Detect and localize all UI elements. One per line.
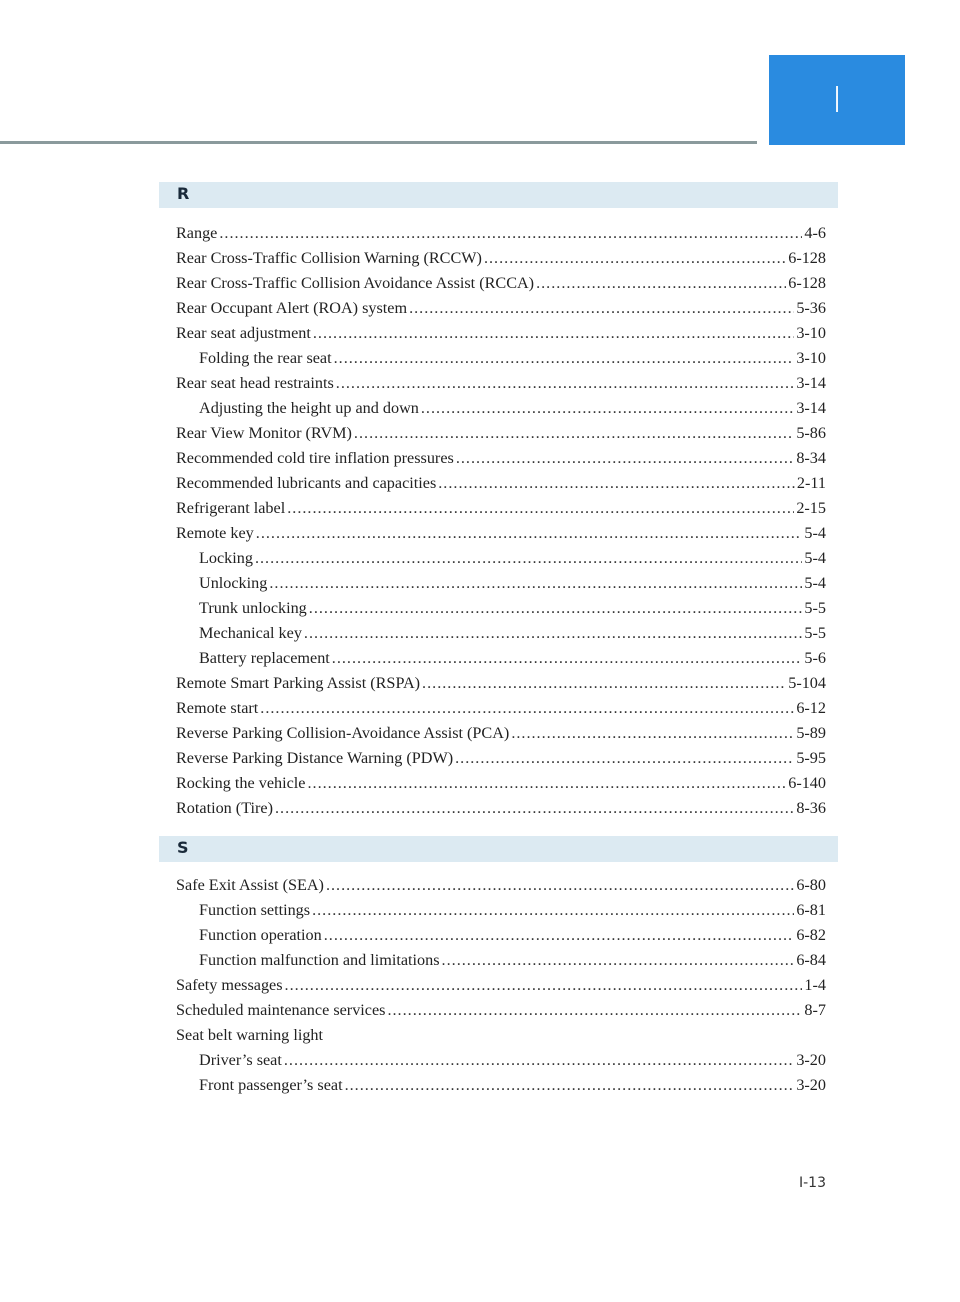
dot-leader [275, 796, 794, 821]
index-entry [176, 496, 826, 521]
section-header-r [159, 182, 838, 208]
index-entry [176, 796, 826, 821]
entry-page-ref: 8-36 [796, 799, 826, 817]
index-entry [176, 1023, 826, 1048]
entry-label: Mechanical key [199, 624, 302, 642]
entry-page-ref: 5-5 [804, 624, 826, 642]
index-subentry [176, 346, 826, 371]
dot-leader [536, 271, 786, 296]
entry-page-ref: 6-84 [796, 951, 826, 969]
index-entry [176, 998, 826, 1023]
entry-page-ref: 3-10 [796, 324, 826, 342]
entry-page-ref: 2-11 [796, 474, 826, 492]
dot-leader [332, 646, 803, 671]
entry-page-ref: 5-95 [796, 749, 826, 767]
entry-label: Rocking the vehicle [176, 774, 306, 792]
entry-label: Trunk unlocking [199, 599, 307, 617]
dot-leader [313, 321, 794, 346]
dot-leader [312, 898, 794, 923]
dot-leader [438, 471, 795, 496]
entry-label: Rear Cross-Traffic Collision Avoidance Assist (RCCA) [176, 274, 535, 292]
entry-page-ref: 5-36 [796, 299, 826, 317]
dot-leader [484, 246, 786, 271]
index-subentry [176, 571, 826, 596]
dot-leader [442, 948, 795, 973]
entry-label: Rear seat head restraints [176, 374, 334, 392]
index-entry [176, 221, 826, 246]
index-entry [176, 246, 826, 271]
entry-label: Remote key [176, 524, 254, 542]
entry-page-ref: 6-12 [796, 699, 826, 717]
entry-page-ref: 8-7 [804, 1001, 826, 1019]
entry-page-ref: 5-104 [788, 674, 826, 692]
entry-label: Rear Cross-Traffic Collision Warning (RCCW) [176, 249, 482, 267]
entry-page-ref: 6-81 [796, 901, 826, 919]
entry-page-ref: 6-128 [788, 274, 826, 292]
entry-page-ref: 5-6 [804, 649, 826, 667]
entry-label: Driver’s seat [199, 1051, 282, 1069]
entry-label: Front passenger’s seat [199, 1076, 343, 1094]
entry-label: Scheduled maintenance services [176, 1001, 386, 1019]
entry-label: Range [176, 224, 218, 242]
entry-label: Function malfunction and limitations [199, 951, 440, 969]
entry-label: Unlocking [199, 574, 268, 592]
dot-leader [284, 1048, 794, 1073]
entry-label: Adjusting the height up and down [199, 399, 419, 417]
index-entry [176, 771, 826, 796]
index-list-r [176, 221, 826, 821]
entry-page-ref: 4-6 [804, 224, 826, 242]
entry-page-ref: 8-34 [796, 449, 826, 467]
index-entry [176, 671, 826, 696]
index-subentry [176, 596, 826, 621]
index-subentry [176, 396, 826, 421]
index-subentry [176, 546, 826, 571]
entry-page-ref: 2-15 [796, 499, 826, 517]
entry-label: Battery replacement [199, 649, 330, 667]
section-letter: R [177, 184, 190, 203]
dot-leader [219, 221, 802, 246]
dot-leader [421, 396, 794, 421]
index-entry [176, 521, 826, 546]
dot-leader [287, 496, 794, 521]
section-header-s [159, 836, 838, 862]
entry-label: Function settings [199, 901, 311, 919]
entry-label: Seat belt warning light [176, 1026, 324, 1044]
index-subentry [176, 621, 826, 646]
index-entry [176, 973, 826, 998]
entry-label: Remote Smart Parking Assist (RSPA) [176, 674, 421, 692]
dot-leader [511, 721, 794, 746]
entry-label: Refrigerant label [176, 499, 286, 517]
entry-label: Recommended lubricants and capacities [176, 474, 437, 492]
dot-leader [304, 621, 803, 646]
dot-leader [354, 421, 794, 446]
entry-page-ref: 5-4 [804, 574, 826, 592]
entry-page-ref: 6-82 [796, 926, 826, 944]
entry-label: Safe Exit Assist (SEA) [176, 876, 324, 894]
index-subentry [176, 646, 826, 671]
entry-page-ref: 5-5 [804, 599, 826, 617]
entry-label: Function operation [199, 926, 322, 944]
dot-leader [269, 571, 802, 596]
entry-label: Rotation (Tire) [176, 799, 273, 817]
dot-leader [324, 923, 795, 948]
entry-page-ref: 5-89 [796, 724, 826, 742]
index-entry [176, 696, 826, 721]
entry-label: Rear Occupant Alert (ROA) system [176, 299, 408, 317]
index-entry [176, 296, 826, 321]
entry-page-ref: 6-80 [796, 876, 826, 894]
entry-page-ref: 5-4 [804, 549, 826, 567]
section-letter: S [177, 838, 189, 857]
index-entry [176, 271, 826, 296]
entry-page-ref: 1-4 [804, 976, 826, 994]
index-entry [176, 421, 826, 446]
entry-label: Rear seat adjustment [176, 324, 311, 342]
entry-page-ref: 3-14 [796, 399, 826, 417]
dot-leader [455, 746, 794, 771]
index-subentry [176, 948, 826, 973]
entry-label: Rear View Monitor (RVM) [176, 424, 352, 442]
entry-page-ref: 3-14 [796, 374, 826, 392]
index-list-s [176, 873, 826, 1098]
entry-label: Locking [199, 549, 253, 567]
entry-label: Remote start [176, 699, 259, 717]
dot-leader [307, 771, 786, 796]
entry-label: Reverse Parking Collision-Avoidance Assist (PCA) [176, 724, 510, 742]
dot-leader [422, 671, 786, 696]
entry-page-ref: 5-86 [796, 424, 826, 442]
entry-label: Recommended cold tire inflation pressures [176, 449, 454, 467]
dot-leader [456, 446, 795, 471]
entry-label: Folding the rear seat [199, 349, 332, 367]
dot-leader [345, 1073, 795, 1098]
dot-leader [255, 546, 802, 571]
entry-page-ref: 3-10 [796, 349, 826, 367]
entry-page-ref: 6-128 [788, 249, 826, 267]
dot-leader [326, 873, 794, 898]
dot-leader [387, 998, 802, 1023]
page-number: I-13 [799, 1175, 826, 1191]
header-rule [0, 141, 757, 144]
index-subentry [176, 923, 826, 948]
dot-leader [334, 346, 795, 371]
index-entry [176, 746, 826, 771]
entry-page-ref: 3-20 [796, 1076, 826, 1094]
chapter-tab [769, 55, 905, 145]
dot-leader [256, 521, 803, 546]
index-subentry [176, 1048, 826, 1073]
index-entry [176, 471, 826, 496]
entry-label: Safety messages [176, 976, 283, 994]
dot-leader [309, 596, 803, 621]
index-entry [176, 873, 826, 898]
index-entry [176, 721, 826, 746]
chapter-tab-label: I [831, 79, 843, 121]
entry-page-ref: 6-140 [788, 774, 826, 792]
index-entry [176, 446, 826, 471]
dot-leader [409, 296, 794, 321]
entry-page-ref: 5-4 [804, 524, 826, 542]
entry-label: Reverse Parking Distance Warning (PDW) [176, 749, 454, 767]
dot-leader [260, 696, 794, 721]
index-subentry [176, 1073, 826, 1098]
dot-leader [285, 973, 803, 998]
index-entry [176, 321, 826, 346]
dot-leader [336, 371, 795, 396]
index-entry [176, 371, 826, 396]
entry-page-ref: 3-20 [796, 1051, 826, 1069]
index-subentry [176, 898, 826, 923]
